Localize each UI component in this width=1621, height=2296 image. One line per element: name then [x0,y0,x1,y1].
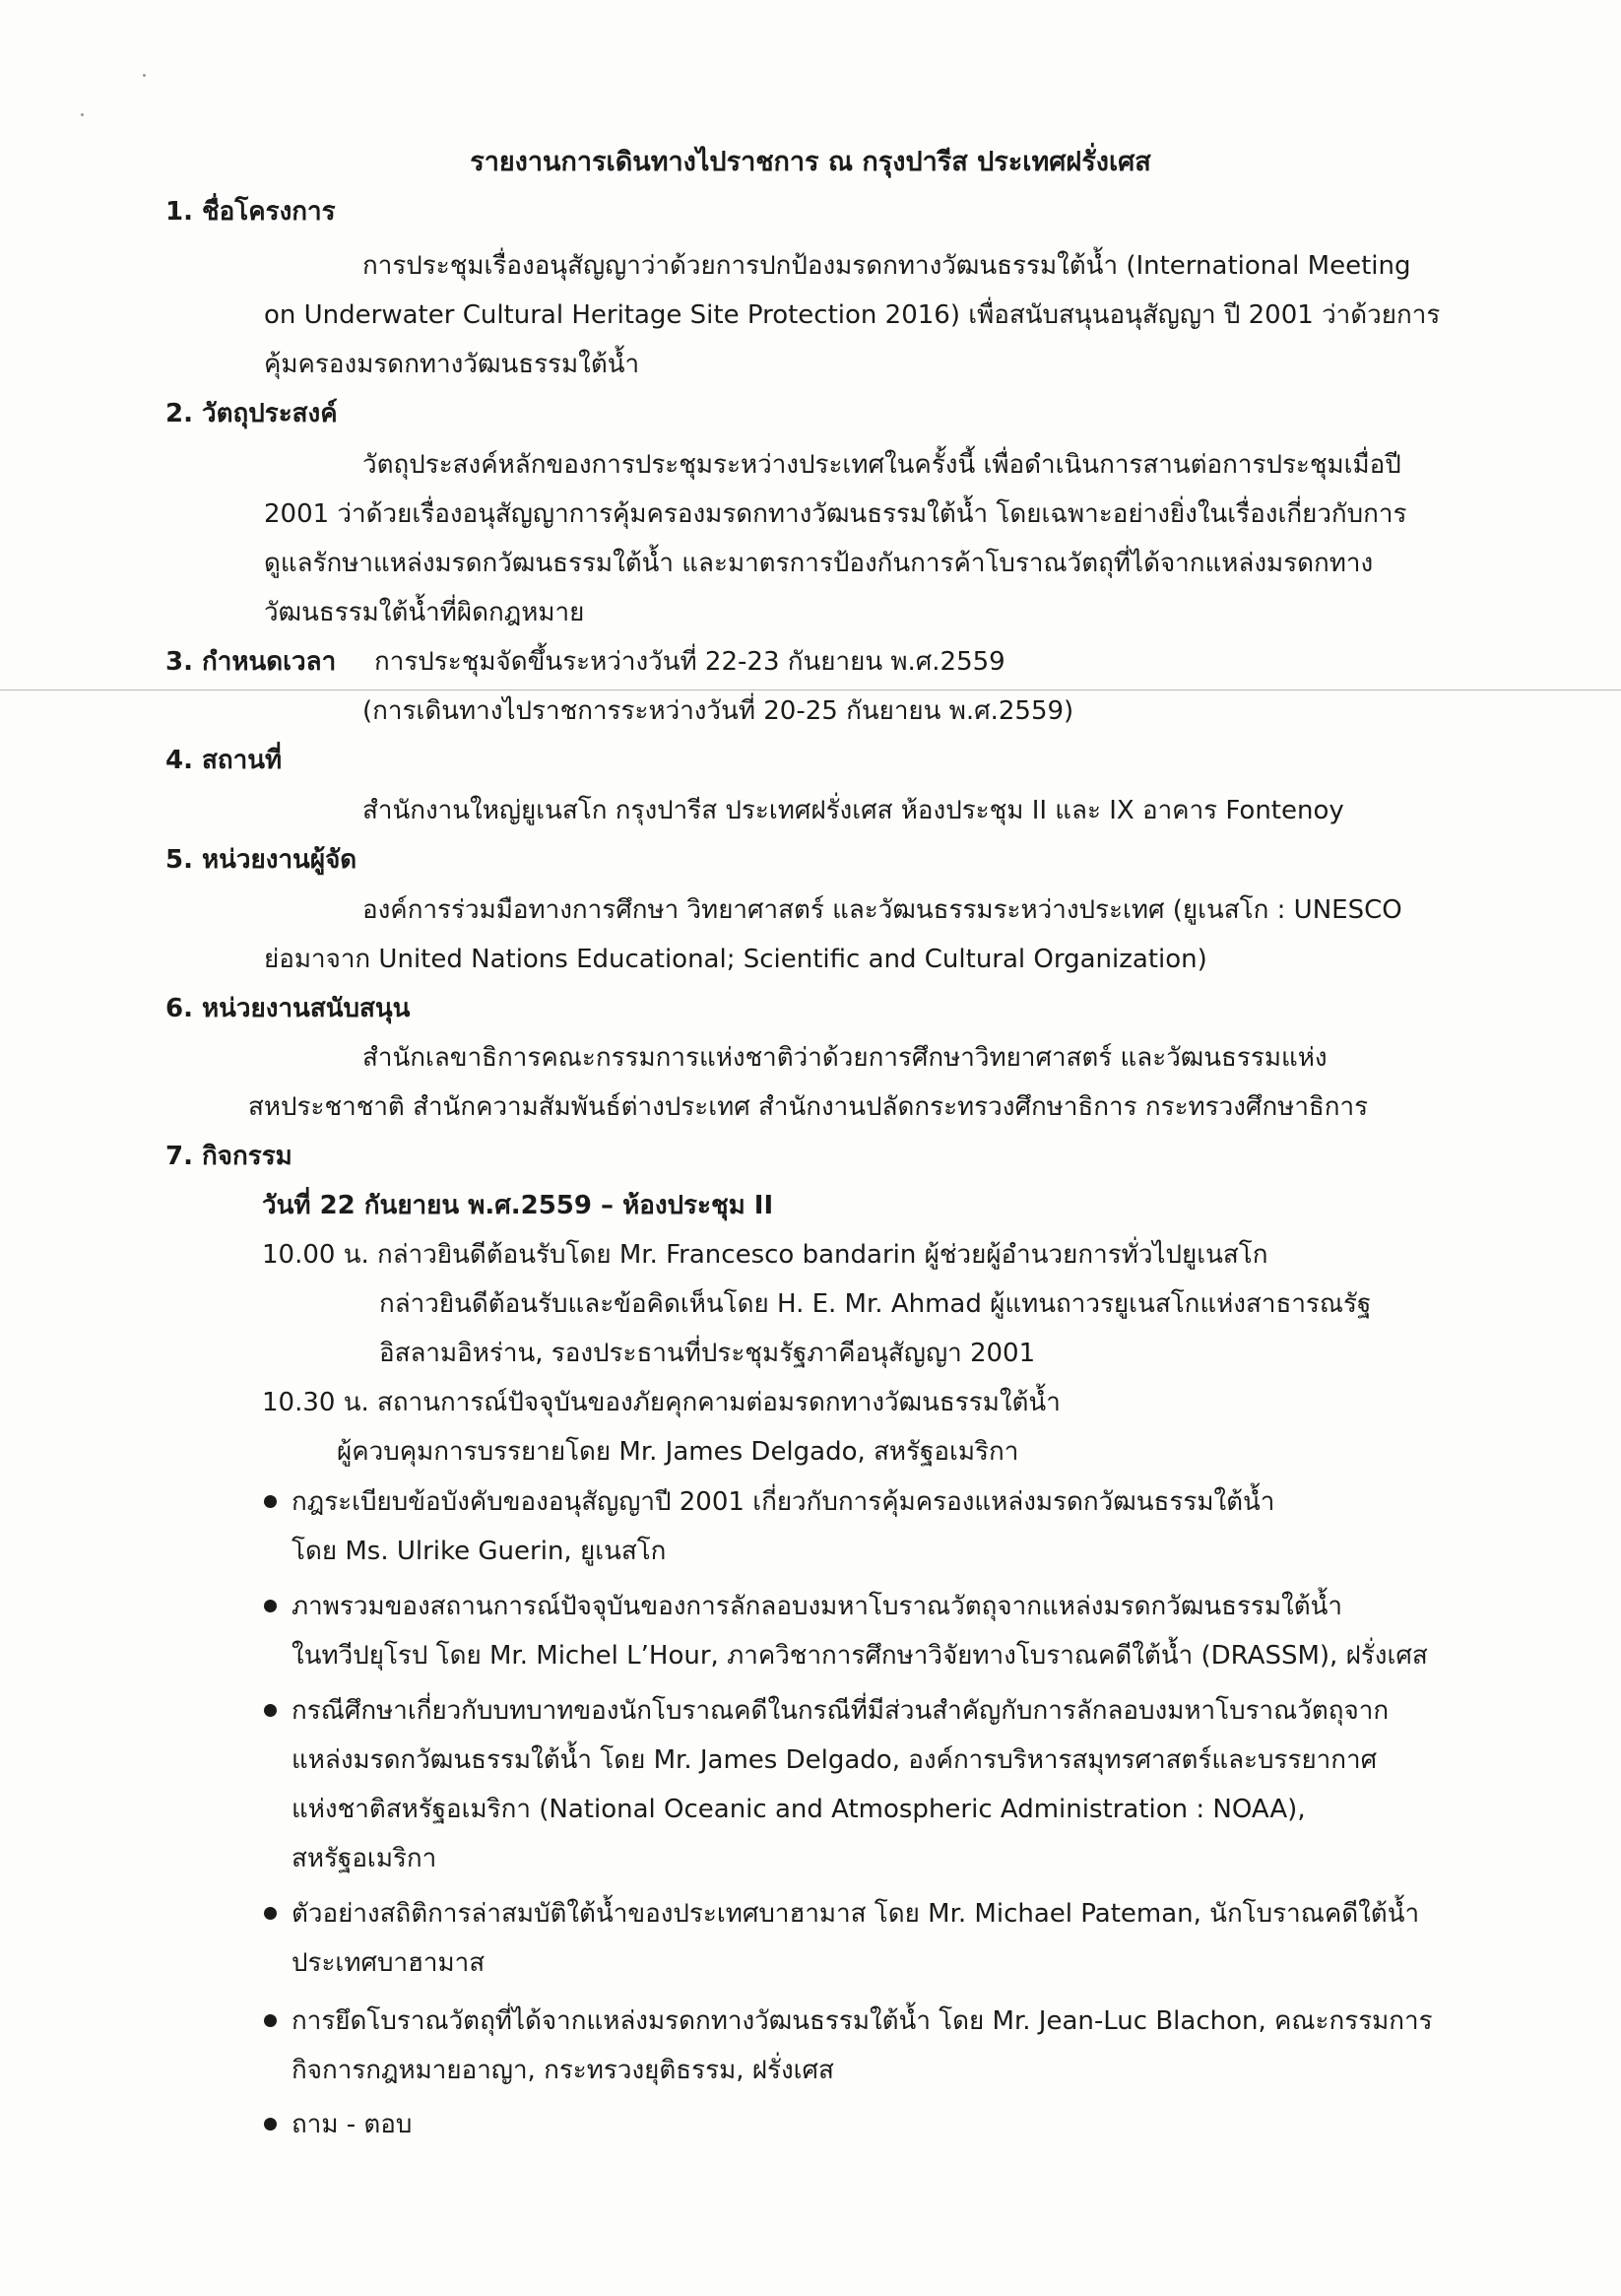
activity-1000-line-1: 10.00 น. กล่าวยินดีต้อนรับโดย Mr. Francesco bandarin ผู้ช่วยผู้อำนวยการทั่วไปยูเนสโก [262,1240,1268,1270]
section-2-line-3: ดูแลรักษาแหล่งมรดกวัฒนธรรมใต้น้ำ และมาตรการป้องกันการค้าโบราณวัตถุที่ได้จากแหล่งมรดกทาง [264,549,1374,578]
section-6-line-1: สำนักเลขาธิการคณะกรรมการแห่งชาติว่าด้วยการศึกษาวิทยาศาสตร์ และวัฒนธรรมแห่ง [362,1043,1328,1073]
section-3-line-1: การประชุมจัดขึ้นระหว่างวันที่ 22-23 กันยายน พ.ศ.2559 [374,647,1005,677]
section-3-heading: 3. กำหนดเวลา [165,647,337,677]
bullet-2-line-2: ในทวีปยุโรป โดย Mr. Michel L’Hour, ภาควิชาการศึกษาวิจัยทางโบราณคดีใต้น้ำ (DRASSM), ฝรั่งเศส [292,1641,1428,1671]
section-3-line-2: (การเดินทางไปราชการระหว่างวันที่ 20-25 กันยายน พ.ศ.2559) [362,696,1074,726]
bullet-3-line-4: สหรัฐอเมริกา [292,1844,437,1873]
section-7-heading: 7. กิจกรรม [165,1142,292,1171]
activity-1030-line-1: 10.30 น. สถานการณ์ปัจจุบันของภัยคุกคามต่อมรดกทางวัฒนธรรมใต้น้ำ [262,1388,1061,1417]
section-1-line-1: การประชุมเรื่องอนุสัญญาว่าด้วยการปกป้องมรดกทางวัฒนธรรมใต้น้ำ (International Meeting [362,251,1411,281]
bullet-2-line-1: ภาพรวมของสถานการณ์ปัจจุบันของการลักลอบงมหาโบราณวัตถุจากแหล่งมรดกวัฒนธรรมใต้น้ำ [292,1592,1342,1621]
bullet-icon [264,1495,277,1508]
bullet-3-line-3: แห่งชาติสหรัฐอเมริกา (National Oceanic and Atmospheric Administration : NOAA), [292,1795,1306,1824]
section-5-heading: 5. หน่วยงานผู้จัด [165,845,357,875]
scan-speck [81,113,84,116]
activity-1000-line-3: อิสลามอิหร่าน, รองประธานที่ประชุมรัฐภาคีอนุสัญญา 2001 [379,1339,1036,1368]
activity-1000-line-2: กล่าวยินดีต้อนรับและข้อคิดเห็นโดย H. E. Mr. Ahmad ผู้แทนถาวรยูเนสโกแห่งสาธารณรัฐ [379,1289,1372,1319]
bullet-1-line-1: กฎระเบียบข้อบังคับของอนุสัญญาปี 2001 เกี่ยวกับการคุ้มครองแหล่งมรดกวัฒนธรรมใต้น้ำ [292,1487,1275,1517]
bullet-icon [264,1907,277,1920]
section-5-line-2: ย่อมาจาก United Nations Educational; Scientific and Cultural Organization) [264,945,1207,974]
section-1-line-3: คุ้มครองมรดกทางวัฒนธรรมใต้น้ำ [264,350,640,379]
bullet-1-line-2: โดย Ms. Ulrike Guerin, ยูเนสโก [292,1537,667,1566]
section-1-heading: 1. ชื่อโครงการ [165,197,336,227]
document-title: รายงานการเดินทางไปราชการ ณ กรุงปารีส ประเทศฝรั่งเศส [470,147,1151,177]
bullet-icon [264,2118,277,2131]
activity-1030-line-2: ผู้ควบคุมการบรรยายโดย Mr. James Delgado, สหรัฐอเมริกา [337,1437,1019,1467]
bullet-3-line-1: กรณีศึกษาเกี่ยวกับบทบาทของนักโบราณคดีในกรณีที่มีส่วนสำคัญกับการลักลอบงมหาโบราณวัตถุจาก [292,1696,1390,1726]
bullet-6-line-1: ถาม - ตอบ [292,2110,413,2139]
section-5-line-1: องค์การร่วมมือทางการศึกษา วิทยาศาสตร์ และวัฒนธรรมระหว่างประเทศ (ยูเนสโก : UNESCO [362,895,1402,925]
section-4-heading: 4. สถานที่ [165,746,283,775]
section-1-line-2: on Underwater Cultural Heritage Site Protection 2016) เพื่อสนับสนุนอนุสัญญา ปี 2001 ว่าด้วยการ [264,300,1441,330]
activity-day-heading: วันที่ 22 กันยายน พ.ศ.2559 – ห้องประชุม II [262,1191,774,1220]
bullet-icon [264,1600,277,1612]
scan-line [0,689,1621,690]
section-2-line-1: วัตถุประสงค์หลักของการประชุมระหว่างประเทศในครั้งนี้ เพื่อดำเนินการสานต่อการประชุมเมื่อปี [362,450,1401,480]
section-2-line-4: วัฒนธรรมใต้น้ำที่ผิดกฎหมาย [264,598,585,627]
bullet-4-line-1: ตัวอย่างสถิติการล่าสมบัติใต้น้ำของประเทศบาฮามาส โดย Mr. Michael Pateman, นักโบราณคดีใต้น้ำ [292,1899,1420,1929]
section-4-line-1: สำนักงานใหญ่ยูเนสโก กรุงปารีส ประเทศฝรั่งเศส ห้องประชุม II และ IX อาคาร Fontenoy [362,796,1344,825]
bullet-4-line-2: ประเทศบาฮามาส [292,1948,486,1978]
scan-speck [143,74,146,77]
bullet-3-line-2: แหล่งมรดกวัฒนธรรมใต้น้ำ โดย Mr. James Delgado, องค์การบริหารสมุทรศาสตร์และบรรยากาศ [292,1745,1378,1775]
section-2-line-2: 2001 ว่าด้วยเรื่องอนุสัญญาการคุ้มครองมรดกทางวัฒนธรรมใต้น้ำ โดยเฉพาะอย่างยิ่งในเรื่องเกี่ยวกับการ [264,499,1407,529]
bullet-5-line-1: การยึดโบราณวัตถุที่ได้จากแหล่งมรดกทางวัฒนธรรมใต้น้ำ โดย Mr. Jean-Luc Blachon, คณะกรรมการ [292,2006,1433,2036]
section-6-heading: 6. หน่วยงานสนับสนุน [165,994,411,1023]
bullet-icon [264,2014,277,2027]
bullet-icon [264,1704,277,1717]
section-6-line-2: สหประชาชาติ สำนักความสัมพันธ์ต่างประเทศ สำนักงานปลัดกระทรวงศึกษาธิการ กระทรวงศึกษาธิการ [248,1092,1369,1122]
bullet-5-line-2: กิจการกฎหมายอาญา, กระทรวงยุติธรรม, ฝรั่งเศส [292,2056,834,2085]
section-2-heading: 2. วัตถุประสงค์ [165,399,338,428]
